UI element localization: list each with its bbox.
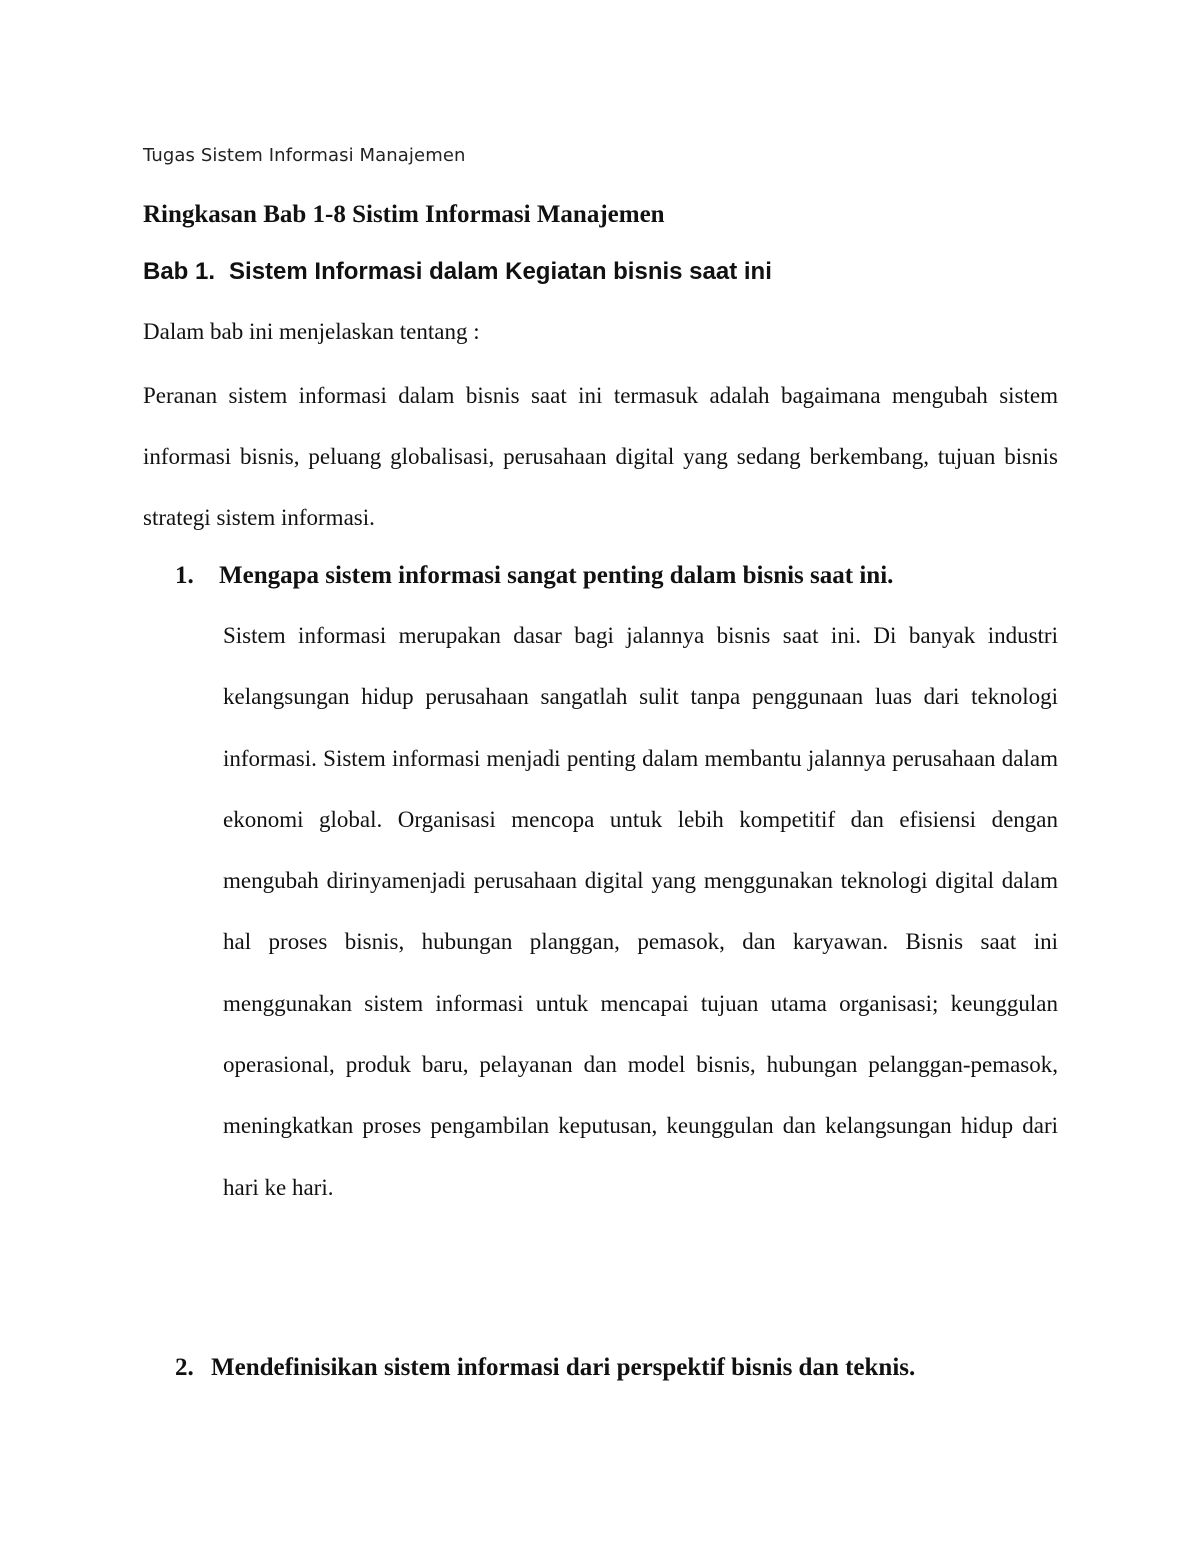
question-1 [175, 560, 893, 592]
page-header: Tugas Sistem Informasi Manajemen [143, 145, 466, 166]
chapter-summary-paragraph: Peranan sistem informasi dalam bisnis saat ini termasuk adalah bagaimana mengubah sistem informasi bisnis, peluang globalisasi, perusahaan digital yang sedang berkembang, tujuan bisnis strategi sistem informasi. [143, 383, 1058, 530]
question-1-answer: Sistem informasi merupakan dasar bagi jalannya bisnis saat ini. Di banyak industri kelangsungan hidup perusahaan sangatlah sulit tanpa penggunaan luas dari teknologi informasi. Sistem informasi menjadi penting dalam membantu jalannya perusahaan dalam ekonomi global. Organisasi mencopa untuk lebih kompetitif dan efisiensi dengan mengubah dirinyamenjadi perusahaan digital yang menggunakan teknologi digital dalam hal proses bisnis, hubungan planggan, pemasok, dan karyawan. Bisnis saat ini menggunakan sistem informasi untuk mencapai tujuan utama organisasi; keunggulan operasional, produk baru, pelayanan dan model bisnis, hubungan pelanggan-pemasok, meningkatkan proses pengambilan keputusan, keunggulan dan kelangsungan hidup dari hari ke hari. [223, 623, 1058, 1200]
question-2-number: 2. [175, 1354, 194, 1381]
question-1-text: Mengapa sistem informasi sangat penting dalam bisnis saat ini. [219, 562, 894, 589]
question-2-text: Mendefinisikan sistem informasi dari perspektif bisnis dan teknis. [211, 1354, 916, 1381]
question-2 [175, 1352, 915, 1384]
chapter-number: Bab 1. [143, 258, 216, 285]
question-1-number: 1. [175, 562, 194, 589]
chapter-heading [143, 256, 772, 288]
chapter-title: Sistem Informasi dalam Kegiatan bisnis saat ini [229, 258, 772, 285]
document-title: Ringkasan Bab 1-8 Sistim Informasi Manajemen [143, 201, 665, 228]
intro-text: Dalam bab ini menjelaskan tentang : [143, 319, 480, 344]
